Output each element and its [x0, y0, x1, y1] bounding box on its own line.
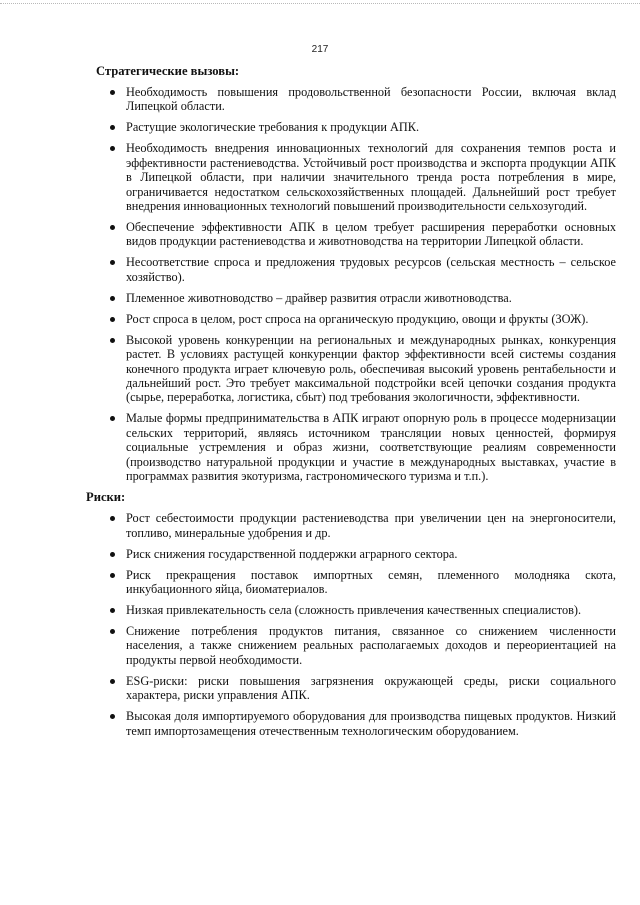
bullet-icon [110, 629, 115, 634]
list-item-text: Племенное животноводство – драйвер развития отрасли животноводства. [126, 290, 512, 305]
bullet-icon [110, 125, 115, 130]
list-item [110, 255, 616, 284]
list-item-text: Несоответствие спроса и предложения трудовых ресурсов (сельская местность – сельское хозяйство). [126, 255, 616, 284]
list-item [110, 312, 616, 326]
bullet-icon [110, 260, 115, 265]
bullet-icon [110, 608, 115, 613]
document-body [86, 64, 616, 745]
bullet-icon [110, 552, 115, 557]
list-item [110, 511, 616, 540]
list-item-text: Необходимость внедрения инновационных технологий для сохранения темпов роста и эффективности растениеводства. Устойчивый рост производства и экспорта продукции АПК в Липецкой области, при наличии значительного тренда роста потребления в мире, ограничивается недостатком сельскохозяйственных площадей. Дальнейший рост требует внедрения инновационных технологий повышений производительности сельхозугодий. [126, 141, 616, 214]
bullet-icon [110, 679, 115, 684]
list-item-text: Риск прекращения поставок импортных семян, племенного молодняка скота, инкубационного яйца, биоматериалов. [126, 567, 616, 596]
bullet-icon [110, 317, 115, 322]
bullet-icon [110, 225, 115, 230]
bullet-icon [110, 338, 115, 343]
list-item [110, 547, 616, 561]
list-item-text: Рост себестоимости продукции растениеводства при увеличении цен на энергоносители, топливо, минеральные удобрения и др. [126, 511, 616, 540]
section-heading-strategic-challenges: Стратегические вызовы: [96, 64, 240, 78]
list-item-text: Обеспечение эффективности АПК в целом требует расширения переработки основных видов продукции растениеводства и животноводства на территории Липецкой области. [126, 220, 616, 249]
list-item-text: Высокая доля импортируемого оборудования для производства пищевых продуктов. Низкий темп импортозамещения отечественным технологическим оборудованием. [126, 709, 616, 738]
list-item-text: Необходимость повышения продовольственной безопасности России, включая вклад Липецкой области. [126, 85, 616, 114]
list-item [110, 674, 616, 703]
list-item-text: Растущие экологические требования к продукции АПК. [126, 120, 420, 135]
list-item-text: ESG-риски: риски повышения загрязнения окружающей среды, риски социального характера, риски управления АПК. [126, 673, 616, 703]
bullet-icon [110, 296, 115, 301]
list-item-text: Риск снижения государственной поддержки аграрного сектора. [126, 546, 458, 561]
top-border-line [0, 3, 640, 4]
list-item-text: Снижение потребления продуктов питания, связанное со снижением численности населения, а также снижением реальных располагаемых доходов и переориентацией на продукты первой необходимости. [126, 623, 616, 667]
strategic-challenges-list [96, 85, 616, 484]
list-item-text: Низкая привлекательность села (сложность привлечения качественных специалистов). [126, 602, 582, 617]
risks-list [96, 511, 616, 738]
list-item-text: Рост спроса в целом, рост спроса на органическую продукцию, овощи и фрукты (ЗОЖ). [126, 311, 589, 326]
bullet-icon [110, 146, 115, 151]
list-item [110, 333, 616, 405]
list-item [110, 568, 616, 597]
bullet-icon [110, 516, 115, 521]
list-item [110, 291, 616, 305]
list-item [110, 85, 616, 114]
bullet-icon [110, 714, 115, 719]
list-item [110, 220, 616, 249]
bullet-icon [110, 416, 115, 421]
list-item [110, 603, 616, 617]
bullet-icon [110, 573, 115, 578]
list-item-text: Высокой уровень конкуренции на региональных и международных рынках, конкуренция растет. В условиях растущей конкуренции фактор эффективности всей системы создания конечного продукта играет ключевую роль, обеспечивая высокий уровень рентабельности и дальнейший рост. Это требует максимальной подстройки всей цепочки создания продукта (сырье, переработка, логистика, сбыт) под требования экологичности, эффективности. [126, 332, 616, 405]
page-number: 217 [311, 44, 329, 55]
list-item [110, 709, 616, 738]
section-heading-risks: Риски: [86, 490, 126, 505]
list-item [110, 141, 616, 213]
list-item-text: Малые формы предпринимательства в АПК играют опорную роль в процессе модернизации сельских территорий, являясь источником трансляции новых ценностей, формируя социальные устремления и образ жизни, соответствующие реалиям современности (производство натуральной продукции и участие в международных выставках, участие в программах развития экотуризма, гастрономического туризма и т.п.). [126, 411, 616, 484]
list-item [110, 120, 616, 134]
list-item [110, 624, 616, 667]
bullet-icon [110, 90, 115, 95]
list-item [110, 411, 616, 483]
